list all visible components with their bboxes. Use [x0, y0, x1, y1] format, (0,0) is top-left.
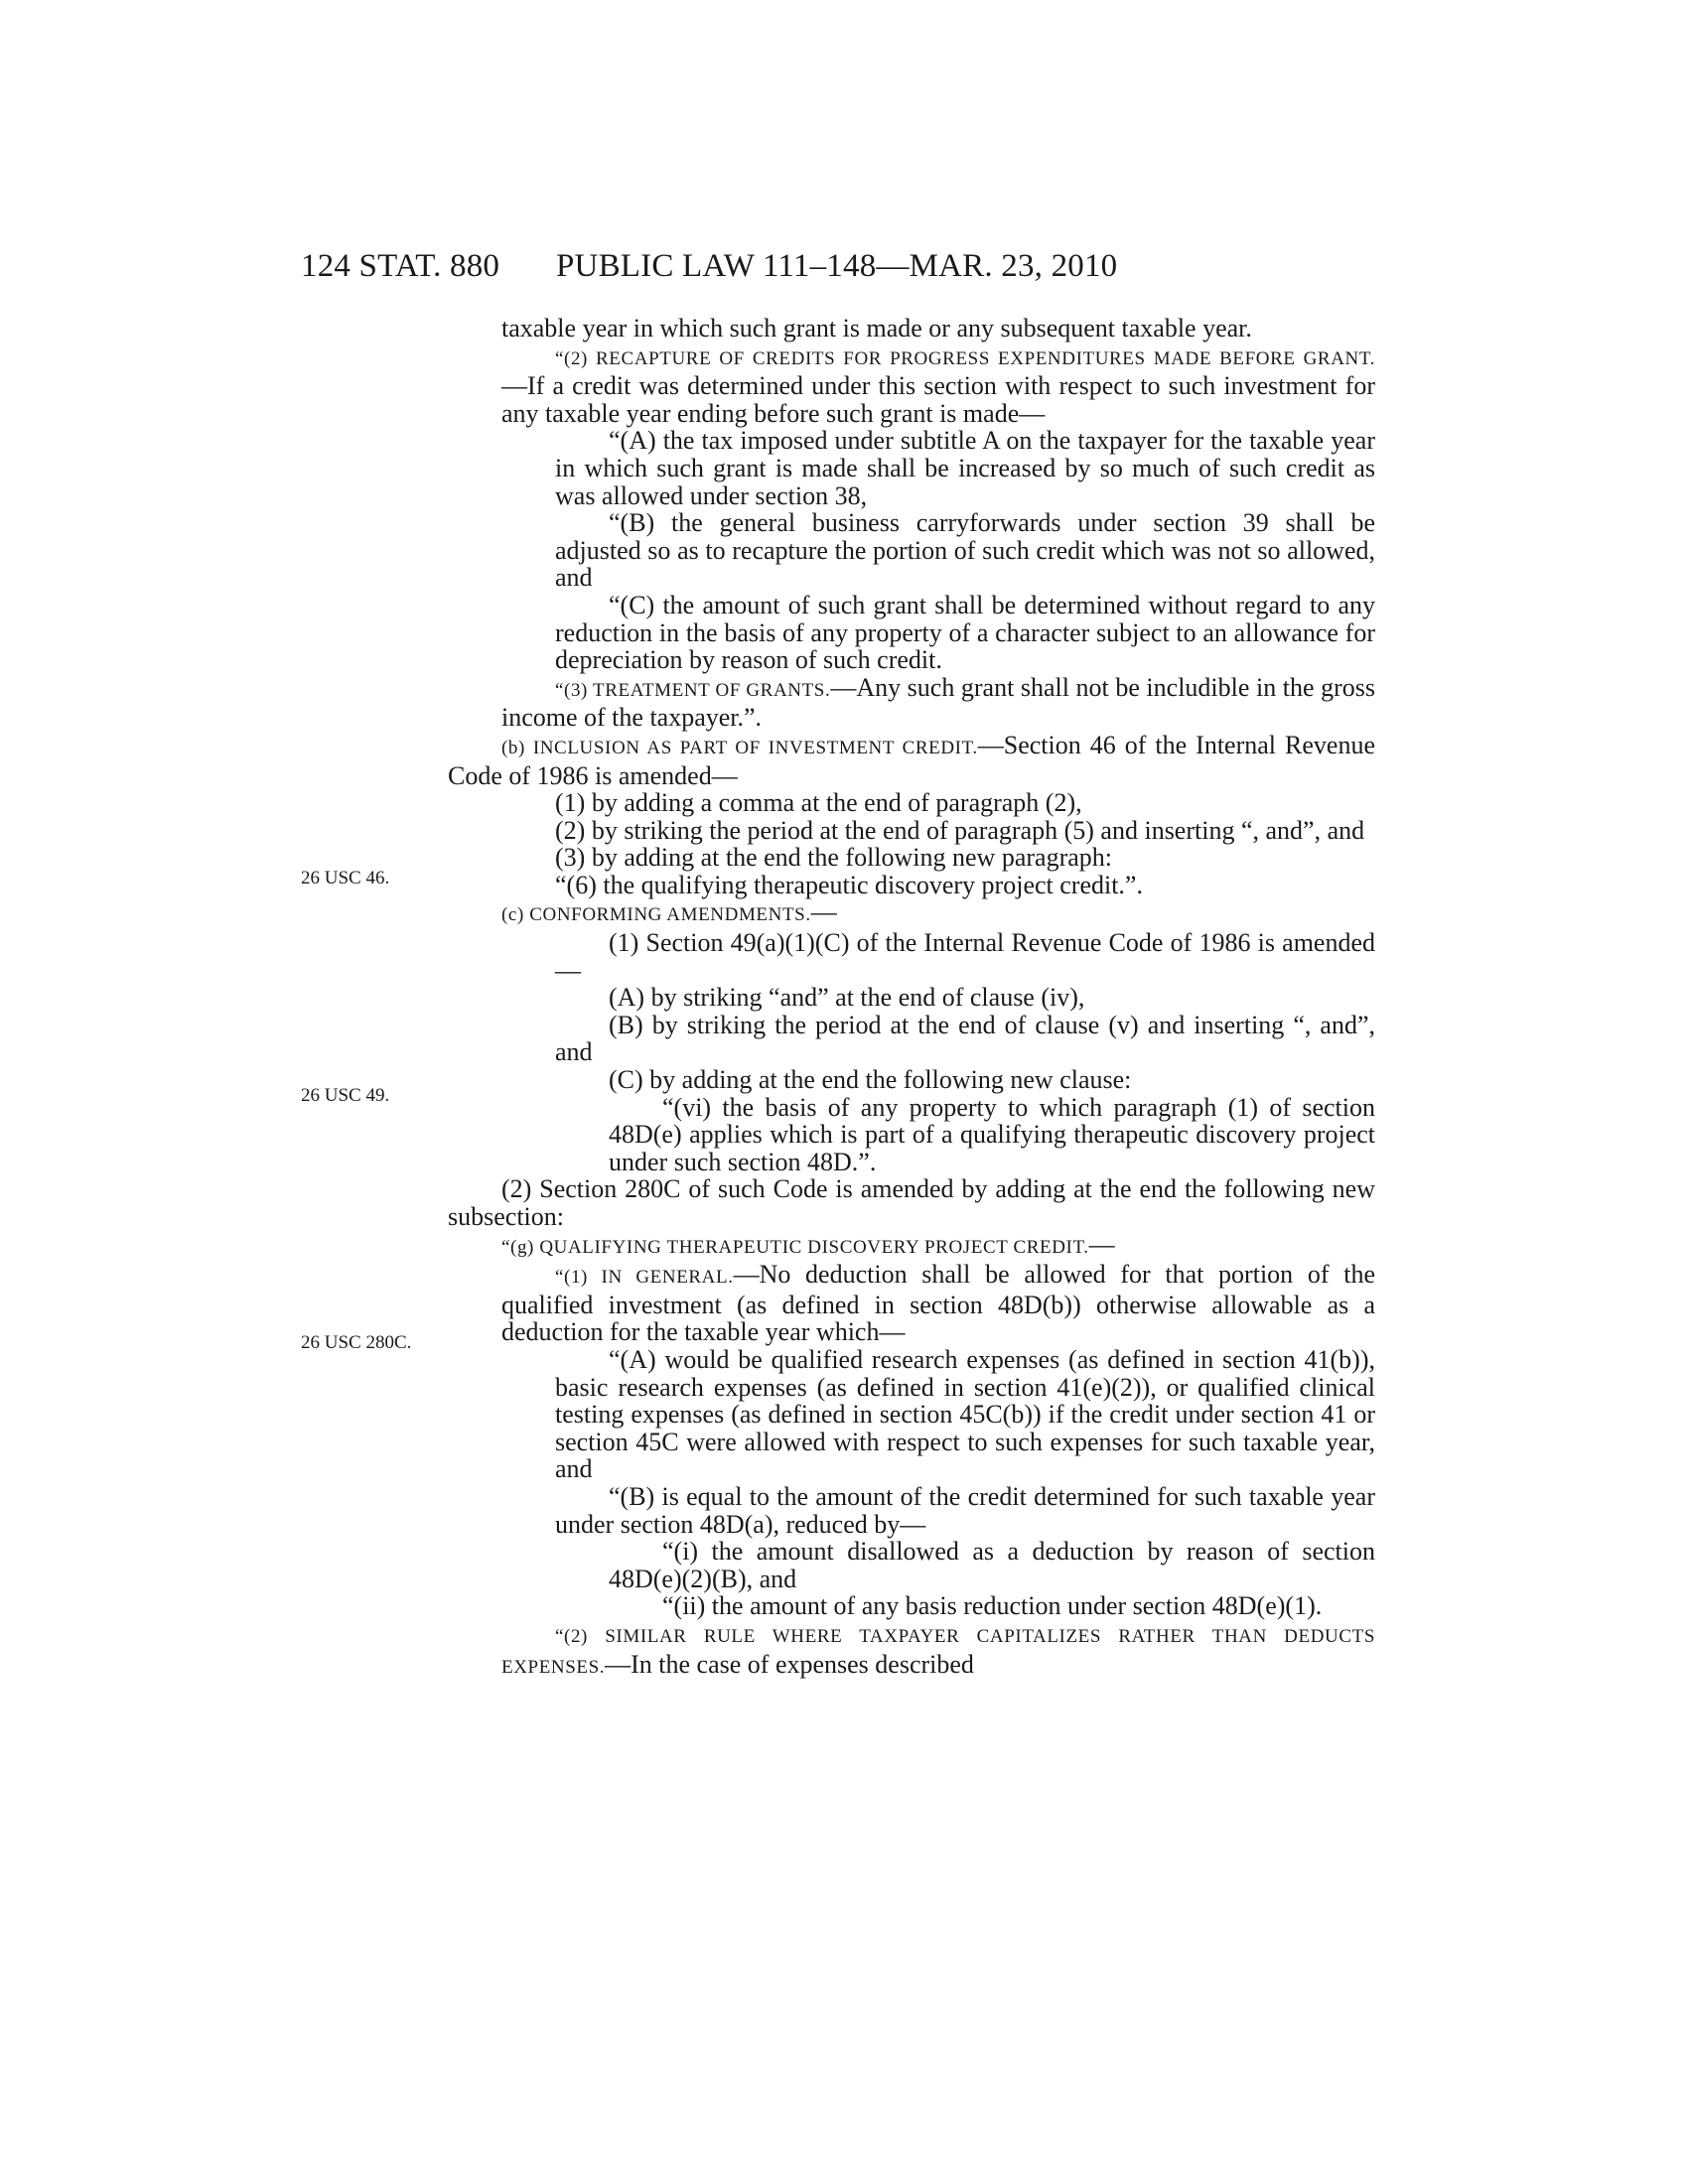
paragraph: (C) by adding at the end the following new clause:	[609, 1065, 1132, 1095]
paragraph: “(3) TREATMENT OF GRANTS.—Any such grant shall not be includible in the gross income of the taxpayer.”.	[501, 672, 1375, 733]
paragraph: “(A) the tax imposed under subtitle A on the taxpayer for the taxable year in which such grant is made shall be increased by so much of such credit as was allowed under section 38,	[555, 426, 1375, 510]
paragraph: “(i) the amount disallowed as a deduction by reason of section 48D(e)(2)(B), and	[609, 1537, 1375, 1593]
paragraph: (3) by adding at the end the following new paragraph:	[555, 843, 1112, 873]
paragraph: taxable year in which such grant is made or any subsequent taxable year.	[501, 314, 1252, 342]
paragraph-heading: “(g) QUALIFYING THERAPEUTIC DISCOVERY PROJECT CREDIT.	[501, 1236, 1089, 1258]
paragraph: “(g) QUALIFYING THERAPEUTIC DISCOVERY PROJECT CREDIT.—	[501, 1229, 1115, 1259]
paragraph: (2) Section 280C of such Code is amended by adding at the end the following new subsection:	[448, 1174, 1375, 1231]
statute-text	[448, 314, 1376, 1681]
paragraph: “(B) is equal to the amount of the credit determined for such taxable year under section 48D(a), reduced by—	[555, 1481, 1375, 1539]
paragraph-heading: “(3) TREATMENT OF GRANTS.	[555, 679, 831, 701]
paragraph: “(2) SIMILAR RULE WHERE TAXPAYER CAPITALIZES RATHER THAN DEDUCTS EXPENSES.—In the case of expenses described	[501, 1625, 1375, 1679]
paragraph: “(2) RECAPTURE OF CREDITS FOR PROGRESS EXPENDITURES MADE BEFORE GRANT.—If a credit was determined under this section with respect to such investment for any taxable year ending before such grant is made—	[501, 347, 1375, 428]
paragraph: (1) by adding a comma at the end of paragraph (2),	[555, 788, 1082, 818]
paragraph: (B) by striking the period at the end of clause (v) and inserting “, and”, and	[555, 1010, 1375, 1067]
margin-note: 26 USC 280C.	[301, 1332, 412, 1353]
paragraph: “(C) the amount of such grant shall be determined without regard to any reduction in the basis of any property of a character subject to an allowance for depreciation by reason of such credit.	[555, 590, 1375, 675]
paragraph-heading: “(2) RECAPTURE OF CREDITS FOR PROGRESS EXPENDITURES MADE BEFORE GRANT.	[555, 347, 1375, 369]
paragraph: “(6) the qualifying therapeutic discovery project credit.”.	[555, 870, 1143, 899]
margin-note: 26 USC 49.	[301, 1085, 390, 1106]
paragraph: “(vi) the basis of any property to which paragraph (1) of section 48D(e) applies which is part of a qualifying therapeutic discovery project under such section 48D.”.	[609, 1092, 1375, 1176]
running-header: PUBLIC LAW 111–148—MAR. 23, 2010	[556, 248, 1118, 284]
paragraph-heading: “(2) SIMILAR RULE WHERE TAXPAYER CAPITALIZES RATHER THAN DEDUCTS EXPENSES.	[501, 1625, 1375, 1678]
paragraph: (A) by striking “and” at the end of clause (iv),	[609, 983, 1085, 1013]
paragraph: (b) INCLUSION AS PART OF INVESTMENT CREDIT.—Section 46 of the Internal Revenue Code of 1986 is amended—	[448, 730, 1375, 790]
paragraph: (c) CONFORMING AMENDMENTS.—	[501, 897, 837, 927]
paragraph: “(B) the general business carryforwards under section 39 shall be adjusted so as to recapture the portion of such credit which was not so allowed, and	[555, 508, 1375, 593]
paragraph: (1) Section 49(a)(1)(C) of the Internal Revenue Code of 1986 is amended—	[555, 928, 1375, 985]
margin-note: 26 USC 46.	[301, 868, 390, 888]
paragraph: “(ii) the amount of any basis reduction under section 48D(e)(1).	[662, 1591, 1323, 1621]
paragraph: “(A) would be qualified research expenses (as defined in section 41(b)), basic research expenses (as defined in section 41(e)(2)), or qualified clinical testing expenses (as defined in section 45C(b)) if the credit under section 41 or section 45C were allowed with respect to such expenses for such taxable year, and	[555, 1344, 1375, 1484]
paragraph-heading: (b) INCLUSION AS PART OF INVESTMENT CREDIT.	[501, 737, 978, 758]
paragraph-heading: (c) CONFORMING AMENDMENTS.	[501, 904, 811, 926]
paragraph: “(1) IN GENERAL.—No deduction shall be allowed for that portion of the qualified investment (as defined in section 48D(b)) otherwise allowable as a deduction for the taxable year which—	[501, 1260, 1376, 1347]
paragraph: (2) by striking the period at the end of paragraph (5) and inserting “, and”, and	[555, 815, 1365, 845]
paragraph-heading: “(1) IN GENERAL.	[555, 1267, 734, 1289]
page-number: 124 STAT. 880	[301, 248, 500, 284]
